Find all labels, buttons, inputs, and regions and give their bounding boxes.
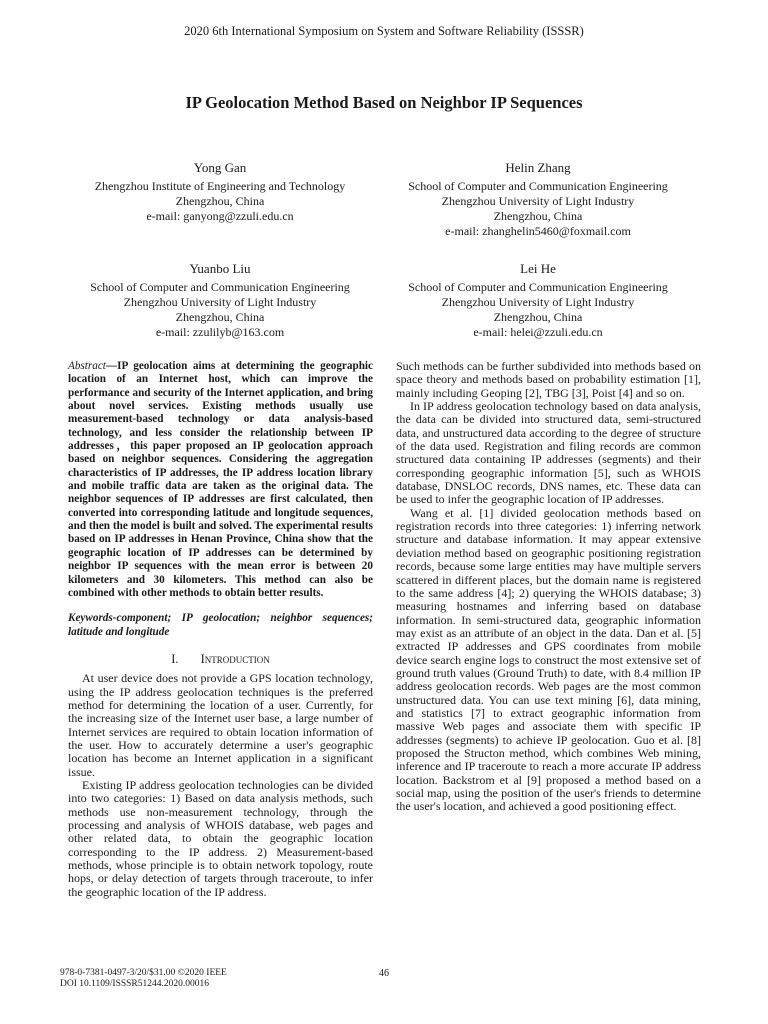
author-affiliation: Zhengzhou, China <box>493 310 583 324</box>
paragraph: In IP address geolocation technology based on data analysis, the data can be divided into structured data, semi-structured data, and unstructured data according to the degree of structure of the data used. Registration and filing records are common structured data containing IP addresses (segments) and their corresponding geographic information [5], such as WHOIS database, DNSLOC records, DNS names, etc. These data can be used to infer the geographic location of IP addresses. <box>396 399 701 507</box>
paragraph: At user device does not provide a GPS location technology, using the IP address geolocation techniques is the preferred method for determining the location of a user. Currently, for the increasing size of the Internet user base, a large number of Internet services are required to obtain location information of the user. How to accurately determine a user's geographic location has become an Internet application in a significant issue. <box>68 671 373 779</box>
abstract-lead: Abstract <box>68 360 106 372</box>
author-email: e-mail: helei@zzuli.edu.cn <box>473 325 603 339</box>
author-affiliation: Zhengzhou University of Light Industry <box>441 194 635 208</box>
author-affiliation: Zhengzhou University of Light Industry <box>123 295 317 309</box>
author-affiliation: Zhengzhou University of Light Industry <box>441 295 635 309</box>
author-block <box>385 160 691 239</box>
paragraph: Such methods can be further subdivided into methods based on space theory and methods based on probability estimation [1], mainly including Geoping [2], TBG [3], Poist [4] and so on. <box>396 359 701 400</box>
author-affiliation: Zhengzhou, China <box>493 209 583 223</box>
author-email: e-mail: zhanghelin5460@foxmail.com <box>445 224 631 238</box>
right-column <box>396 360 701 814</box>
author-affiliation: Zhengzhou, China <box>175 194 265 208</box>
author-name: Lei He <box>520 261 556 276</box>
conference-header: 2020 6th International Symposium on System and Software Reliability (ISSSR) <box>184 24 584 38</box>
author-affiliation: School of Computer and Communication Engineering <box>408 179 668 193</box>
page-number: 46 <box>379 968 389 979</box>
author-block <box>70 160 370 224</box>
left-column <box>68 360 373 899</box>
section-heading <box>68 653 373 666</box>
abstract-text: —IP geolocation aims at determining the geographic location of an Internet host, which can improve the performance and security of the Internet application, and bring about novel services. Existing methods usually use measurement-based technology or data analysis-based technology, and less consider the relationship between IP addresses，this paper proposed an IP geolocation approach based on neighbor sequences. Considering the aggregation characteristics of IP addresses, the IP address location library and mobile traffic data are taken as the original data. The neighbor sequences of IP addresses are first calculated, then converted into corresponding latitude and longitude sequences, and then the model is built and solved. The experimental results based on IP addresses in Henan Province, China show that the geographic location of IP addresses can be determined by neighbor IP sequences with the mean error is between 20 kilometers and 30 kilometers. This method can also be combined with other methods to obtain better results. <box>68 360 373 599</box>
section-title: Introduction <box>200 651 270 666</box>
keywords: Keywords-component; IP geolocation; neighbor sequences; latitude and longitude <box>68 612 373 638</box>
author-affiliation: Zhengzhou Institute of Engineering and Technology <box>94 179 346 193</box>
abstract <box>68 360 373 600</box>
author-block <box>385 261 691 340</box>
author-name: Yong Gan <box>193 160 247 175</box>
author-affiliation: School of Computer and Communication Engineering <box>90 280 350 294</box>
author-block <box>60 261 380 340</box>
footer-isbn: 978-0-7381-0497-3/20/$31.00 ©2020 IEEE <box>60 968 227 978</box>
author-email: e-mail: ganyong@zzuli.edu.cn <box>146 209 294 223</box>
footer-doi: DOI 10.1109/ISSSR51244.2020.00016 <box>60 979 210 989</box>
paragraph: Existing IP address geolocation technologies can be divided into two categories: 1) Based on data analysis methods, such methods use non-measurement technology, through the processing and analysis of WHOIS database, web pages and other related data, to obtain the geographic location corresponding to the IP address. 2) Measurement-based methods, whose principle is to obtain network topology, route hops, or delay detection of targets through traceroute, to infer the geographic location of the IP address. <box>68 777 373 899</box>
author-affiliation: School of Computer and Communication Engineering <box>408 280 668 294</box>
author-name: Yuanbo Liu <box>189 261 251 276</box>
section-number: I. <box>171 651 179 666</box>
author-name: Helin Zhang <box>505 160 571 175</box>
author-email: e-mail: zzulilyb@163.com <box>155 325 285 339</box>
author-affiliation: Zhengzhou, China <box>175 310 265 324</box>
paper-title: IP Geolocation Method Based on Neighbor IP Sequences <box>185 93 583 112</box>
paragraph: Wang et al. [1] divided geolocation methods based on registration records into three categories: 1) inferring network structure and database information. It may appear extensive deviation method based on geographic positioning registration records, because some large entities may have multiple servers scattered in different places, but the domain name is registered to the same address [4]; 2) querying the WHOIS database; 3) measuring hostnames and inferring based on database information. In semi-structured data, geographic information may exist as an attribute of an object in the data. Dan et al. [5] extracted IP addresses and GPS coordinates from mobile device search engine logs to construct the most extensive set of ground truth values (Ground Truth) to date, with 8.4 million IP address geolocation records. Web pages are the most common unstructured data. You can use text mining [6], data mining, and statistics [7] to extract geographic information from massive Web pages and associate them with specific IP addresses (segments) to achieve IP geolocation. Guo et al. [8] proposed the Structon method, which combines Web mining, inference and IP traceroute to reach a more accurate IP address location. Backstrom et al [9] proposed a method based on a social map, using the position of the user's friends to determine the user's location, and achieved a good positioning effect. <box>396 505 701 814</box>
